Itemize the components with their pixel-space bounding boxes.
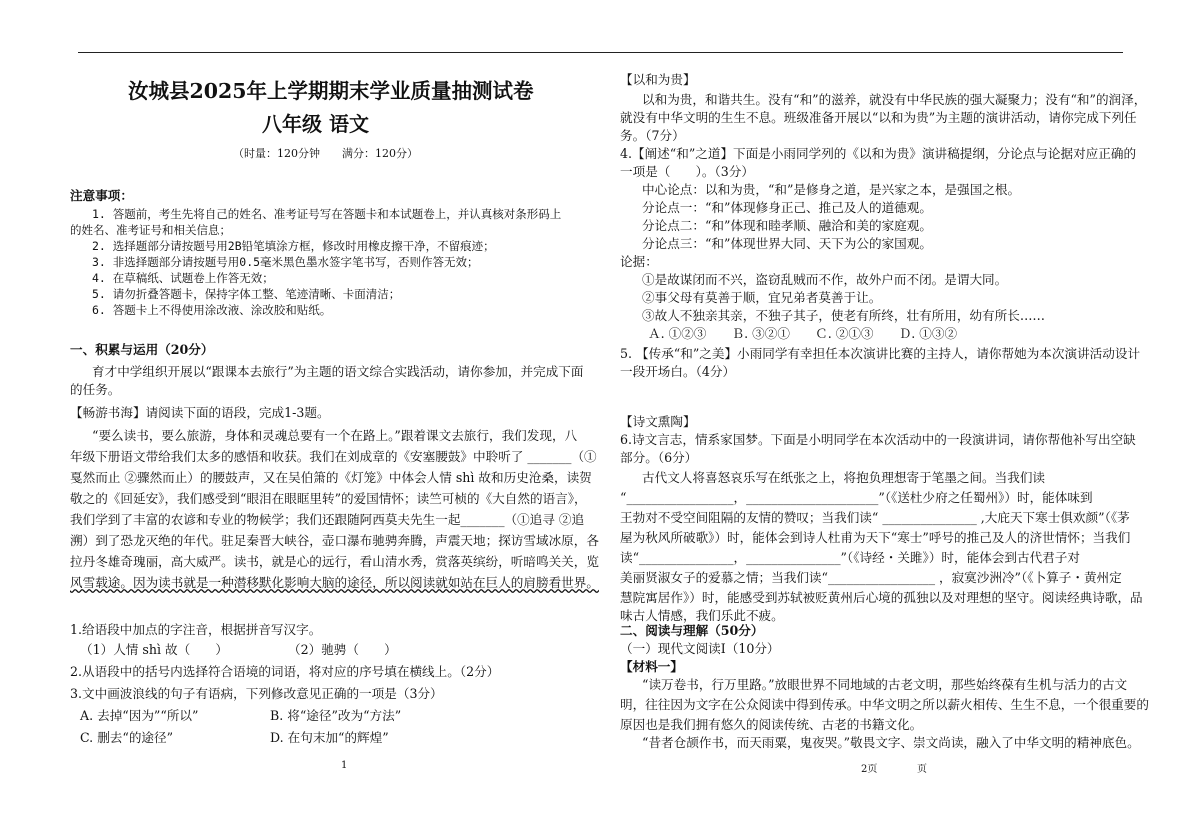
outline-point: 中心论点：以和为贵，“和”是修身之道，是兴家之本，是强国之根。 (642, 182, 1021, 197)
note-line: 5. 请勿折叠答题卡，保持字体工整、笔迹清晰、卡面清洁； (92, 287, 401, 301)
material-line: 原因也是我们拥有悠久的阅读传统、古老的书籍文化。 (620, 717, 923, 732)
evidence-item: ③故人不独亲其亲，不独子其子，使老有所终，壮有所用，幼有所长…… (642, 308, 1045, 323)
passage-line: 溯）到了恐龙灭绝的年代。驻足秦晋大峡谷，壶口瀑布驰骋奔腾，声震天地；探访雪域冰原，各 (70, 533, 599, 548)
question-1a: （1）人情 shì 故（ ） (80, 642, 228, 657)
poetry-line: “_________________，_____________________”（《送杜少府之任蜀州》）时，能体味到 (620, 490, 1093, 505)
passage-line: 戛然而止 ②骤然而止）的腰鼓声，又在吴伯箫的《灯笼》中体会人情 shì 故和历史沧桑，读贺 (70, 470, 592, 485)
tag-yihe: 【以和为贵】 (620, 72, 696, 87)
poetry-line: 读“_______________，_______________”（《诗经・关雎》）时，能体会到古代君子对 (620, 550, 1080, 565)
note-line: 的姓名、准考证号和相关信息； (70, 223, 231, 237)
note-line: 4. 在草稿纸、试题卷上作答无效； (92, 271, 274, 285)
section2-sub: （一）现代文阅读Ⅰ（10分） (620, 641, 780, 656)
outline-point: 分论点一：“和”体现修身正己、推己及人的道德观。 (642, 200, 932, 215)
question-1b: （2）驰骋（ ） (288, 642, 397, 657)
poetry-line: 屋为秋风所破歌》）时，能体会到诗人杜甫为天下“寒士”呼号的推己及人的济世情怀；当我们 (620, 530, 1131, 545)
question-6: 6.诗文言志，情系家国梦。下面是小明同学在本次活动中的一段演讲词，请你帮他补写出空缺 (620, 432, 1136, 447)
exam-title: 汝城县2025年上学期期末学业质量抽测试卷 (128, 79, 534, 103)
note-line: 1. 答题前，考生先将自己的姓名、准考证号写在答题卡和本试题卷上，并认真核对条形码上 (92, 207, 562, 221)
option-a: A. 去掉“因为”“所以” (80, 708, 199, 723)
tag-poetry: 【诗文熏陶】 (620, 414, 696, 429)
page-number-left: 1 (341, 760, 348, 771)
poetry-line: 王勃对不受空间阻隔的友情的赞叹；当我们读“ _______________ ,大庇天下寒士俱欢颜”（《茅 (620, 510, 1130, 525)
passage-line: 敬之的《回延安》，我们感受到“眼泪在眼眶里转”的爱国情怀；读竺可桢的《大自然的语言》， (70, 491, 587, 506)
section1-heading: 一、积累与运用（20分） (70, 342, 214, 357)
option-d: D. 在句末加“的辉煌” (270, 730, 389, 745)
passage-line: 年级下册语文带给我们太多的感悟和收获。我们在刘成章的《安塞腰鼓》中聆听了 _______（① (70, 449, 597, 464)
material-1-tag: 【材料一】 (620, 659, 683, 674)
yihe-line: 务。（7分） (620, 128, 685, 143)
question-5: 一段开场白。（4分） (620, 364, 736, 379)
question-4-options: Ａ. ①②③ Ｂ. ③②① Ｃ. ②①③ Ｄ. ①③② (648, 326, 958, 341)
evidence-item: ②事父母有莫善于顺，宜兄弟者莫善于让。 (642, 290, 882, 305)
evidence-label: 论据： (620, 254, 658, 269)
yihe-line: 就没有中华文明的生生不息。班级准备开展以“以和为贵”为主题的演讲活动，请你完成下列任 (620, 110, 1137, 125)
time-info: （时量：120分钟 满分：120分） (233, 147, 418, 160)
section2-heading: 二、阅读与理解（50分） (620, 623, 764, 638)
poetry-line: 古代文人将喜怒哀乐写在纸张之上，将抱负理想寄于笔墨之间。当我们读 (642, 470, 1045, 485)
note-line: 2. 选择题部分请按题号用2B铅笔填涂方框，修改时用橡皮擦干净，不留痕迹； (92, 239, 495, 253)
notes-heading: 注意事项： (70, 188, 133, 203)
material-line: 明，往往因为文字在公众阅读中得到传承。中华文明之所以薪火相传、生生不息，一个很重要的 (620, 697, 1149, 712)
question-4: 4.【阐述“和”之道】下面是小雨同学列的《以和为贵》演讲稿提纲，分论点与论据对应正确的 (620, 146, 1137, 161)
page-number-right: 2页 (861, 764, 878, 775)
passage-line: 我们学到了丰富的农谚和专业的物候学；我们还跟随阿西莫夫先生一起_______（①追寻 ②追 (70, 512, 585, 527)
poetry-line: 慧院寓居作》）时，能感受到苏轼被贬黄州后心境的孤独以及对理想的坚守。阅读经典诗歌，品 (620, 590, 1143, 605)
reading-subheading: 【畅游书海】请阅读下面的语段，完成1-3题。 (70, 405, 330, 420)
option-c: C. 删去“的途径” (80, 730, 174, 745)
poetry-line: 味古人情感，我们乐此不疲。 (620, 608, 784, 623)
section1-intro: 育才中学组织开展以“跟课本去旅行”为主题的语文综合实践活动，请你参加，并完成下面 (92, 364, 584, 379)
note-line: 6. 答题卡上不得使用涂改液、涂改胶和贴纸。 (92, 303, 332, 317)
question-3: 3.文中画波浪线的句子有语病，下列修改意见正确的一项是（3分） (70, 686, 443, 701)
outline-point: 分论点三：“和”体现世界大同、天下为公的家国观。 (642, 236, 932, 251)
question-6: 部分。（6分） (620, 450, 698, 465)
question-5: 5. 【传承“和”之美】小雨同学有幸担任本次演讲比赛的主持人，请你帮她为本次演讲活动设计 (620, 346, 1141, 361)
question-1: 1.给语段中加点的字注音，根据拼音写汉字。 (70, 622, 322, 637)
passage-line: 风雪载途。因为读书就是一种潜移默化影响大脑的途径，所以阅读就如站在巨人的肩膀看世界。 (70, 575, 599, 590)
yihe-line: 以和为贵，和谐共生。没有“和”的滋养，就没有中华民族的强大凝聚力；没有“和”的润泽， (642, 92, 1147, 107)
material-line: “读万卷书，行万里路。”放眼世界不同地域的古老文明，那些始终葆有生机与活力的古文 (642, 677, 1128, 692)
evidence-item: ①是故谋闭而不兴，盗窃乱贼而不作，故外户而不闭。是谓大同。 (642, 272, 1008, 287)
page-number-right-suffix: 页 (917, 764, 927, 775)
question-2: 2.从语段中的括号内选择符合语境的词语，将对应的序号填在横线上。（2分） (70, 664, 500, 679)
question-4: 一项是（ ）。（3分） (620, 164, 754, 179)
material-line: “昔者仓颉作书，而天雨粟，鬼夜哭。”敬畏文字、崇文尚读，融入了中华文明的精神底色。 (642, 735, 1140, 750)
passage-line: 拉丹冬雄奇瑰丽，高大威严。读书，就是心的远行，看山清水秀，赏落英缤纷，听暗鸣关关，览 (70, 554, 599, 569)
exam-subtitle: 八年级 语文 (262, 112, 369, 136)
outline-point: 分论点二：“和”体现和睦孝顺、融洽和美的家庭观。 (642, 218, 932, 233)
top-rule (78, 52, 1123, 53)
section1-intro: 的任务。 (70, 382, 121, 397)
passage-line: “要么读书，要么旅游，身体和灵魂总要有一个在路上。”跟着课文去旅行，我们发现，八 (92, 428, 578, 443)
poetry-line: 美丽贤淑女子的爱慕之情；当我们读“_________________ ，寂寞沙洲冷”（《卜算子・黄州定 (620, 570, 1122, 585)
note-line: 3. 非选择题部分请按题号用0.5毫米黑色墨水签字笔书写，否则作答无效； (92, 255, 479, 269)
option-b: B. 将“途径”改为“方法” (270, 708, 402, 723)
